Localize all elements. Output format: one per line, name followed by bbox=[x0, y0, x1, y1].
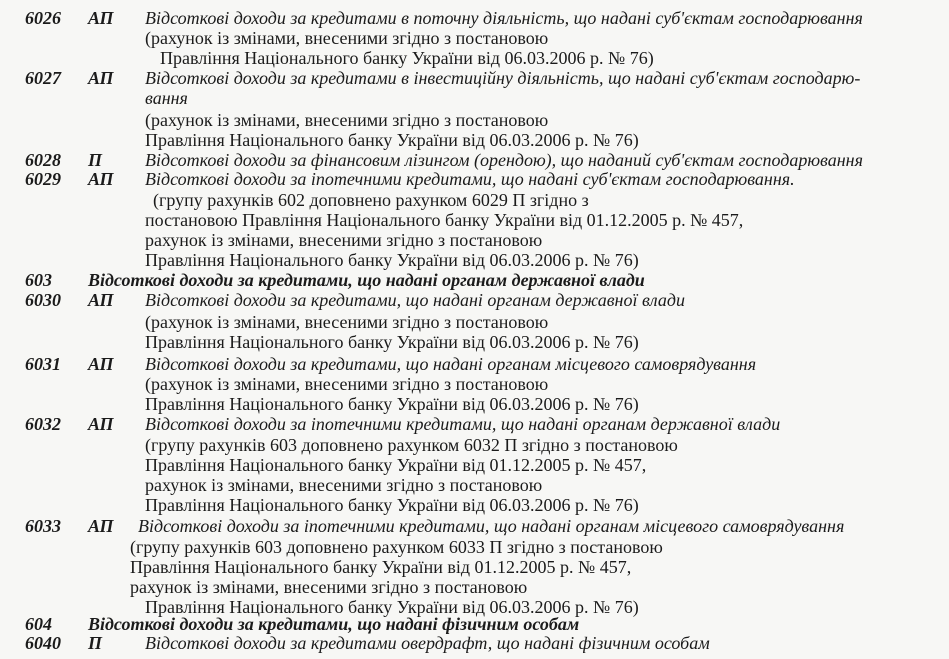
account-type: АП bbox=[88, 414, 114, 434]
account-note: рахунок із змінами, внесеними згідно з постановою bbox=[145, 475, 543, 495]
account-title: Відсоткові доходи за кредитами в інвестиційну діяльність, що надані суб'єктам господарю- bbox=[145, 68, 861, 88]
account-title: Відсоткові доходи за кредитами в поточну діяльність, що надані суб'єктам господарювання bbox=[145, 8, 863, 28]
group-title: Відсоткові доходи за кредитами, що надані органам державної влади bbox=[88, 270, 645, 290]
account-note: Правління Національного банку України від 06.03.2006 р. № 76) bbox=[145, 250, 639, 270]
account-code: 6026 bbox=[25, 8, 61, 28]
account-note: Правління Національного банку України від 06.03.2006 р. № 76) bbox=[145, 332, 639, 352]
account-note: (групу рахунків 603 доповнено рахунком 6032 П згідно з постановою bbox=[145, 435, 678, 455]
account-note: Правління Національного банку України від 06.03.2006 р. № 76) bbox=[160, 48, 654, 68]
account-note: Правління Національного банку України від 06.03.2006 р. № 76) bbox=[145, 495, 639, 515]
account-code: 6030 bbox=[25, 290, 61, 310]
account-title: Відсоткові доходи за кредитами, що надані органам місцевого самоврядування bbox=[145, 354, 757, 374]
account-note: (рахунок із змінами, внесеними згідно з постановою bbox=[145, 312, 549, 332]
account-note: (групу рахунків 602 доповнено рахунком 6029 П згідно з bbox=[153, 190, 589, 210]
account-code: 6033 bbox=[25, 516, 61, 536]
account-note: Правління Національного банку України від 06.03.2006 р. № 76) bbox=[145, 597, 639, 617]
account-note: Правління Національного банку України від 01.12.2005 р. № 457, bbox=[145, 455, 647, 475]
account-code: 6029 bbox=[25, 169, 61, 189]
account-title: Відсоткові доходи за кредитами, що надані органам державної влади bbox=[145, 290, 685, 310]
account-title: Відсоткові доходи за іпотечними кредитами, що надані суб'єктам господарювання. bbox=[145, 169, 795, 189]
account-note: (групу рахунків 603 доповнено рахунком 6033 П згідно з постановою bbox=[130, 537, 663, 557]
account-title: Відсоткові доходи за іпотечними кредитами, що надані органам державної влади bbox=[145, 414, 781, 434]
account-note: Правління Національного банку України від 01.12.2005 р. № 457, bbox=[130, 557, 632, 577]
account-type: АП bbox=[88, 354, 114, 374]
account-type: АП bbox=[88, 169, 114, 189]
account-code: 6040 bbox=[25, 633, 61, 653]
account-code: 6027 bbox=[25, 68, 61, 88]
account-type: П bbox=[88, 633, 103, 653]
group-title: Відсоткові доходи за кредитами, що надані фізичним особам bbox=[88, 614, 580, 634]
account-note: (рахунок із змінами, внесеними згідно з постановою bbox=[145, 28, 549, 48]
account-title: Відсоткові доходи за кредитами овердрафт, що надані фізичним особам bbox=[145, 633, 710, 653]
account-note: Правління Національного банку України від 06.03.2006 р. № 76) bbox=[145, 394, 639, 414]
account-type: АП bbox=[88, 290, 114, 310]
account-title-continued: вання bbox=[145, 88, 188, 108]
account-type: АП bbox=[88, 68, 114, 88]
account-title: Відсоткові доходи за фінансовим лізингом (орендою), що наданий суб'єктам господарювання bbox=[145, 150, 863, 170]
group-code: 603 bbox=[25, 270, 52, 290]
account-code: 6031 bbox=[25, 354, 61, 374]
account-type: АП bbox=[88, 8, 114, 28]
account-type: АП bbox=[88, 516, 114, 536]
account-code: 6032 bbox=[25, 414, 61, 434]
account-title: Відсоткові доходи за іпотечними кредитами, що надані органам місцевого самоврядування bbox=[138, 516, 845, 536]
account-note: Правління Національного банку України від 06.03.2006 р. № 76) bbox=[145, 130, 639, 150]
account-note: (рахунок із змінами, внесеними згідно з постановою bbox=[145, 110, 549, 130]
account-note: постановою Правління Національного банку України від 01.12.2005 р. № 457, bbox=[145, 210, 744, 230]
group-code: 604 bbox=[25, 614, 52, 634]
account-code: 6028 bbox=[25, 150, 61, 170]
account-note: рахунок із змінами, внесеними згідно з постановою bbox=[145, 230, 543, 250]
account-note: рахунок із змінами, внесеними згідно з постановою bbox=[130, 577, 528, 597]
account-note: (рахунок із змінами, внесеними згідно з постановою bbox=[145, 374, 549, 394]
account-type: П bbox=[88, 150, 103, 170]
